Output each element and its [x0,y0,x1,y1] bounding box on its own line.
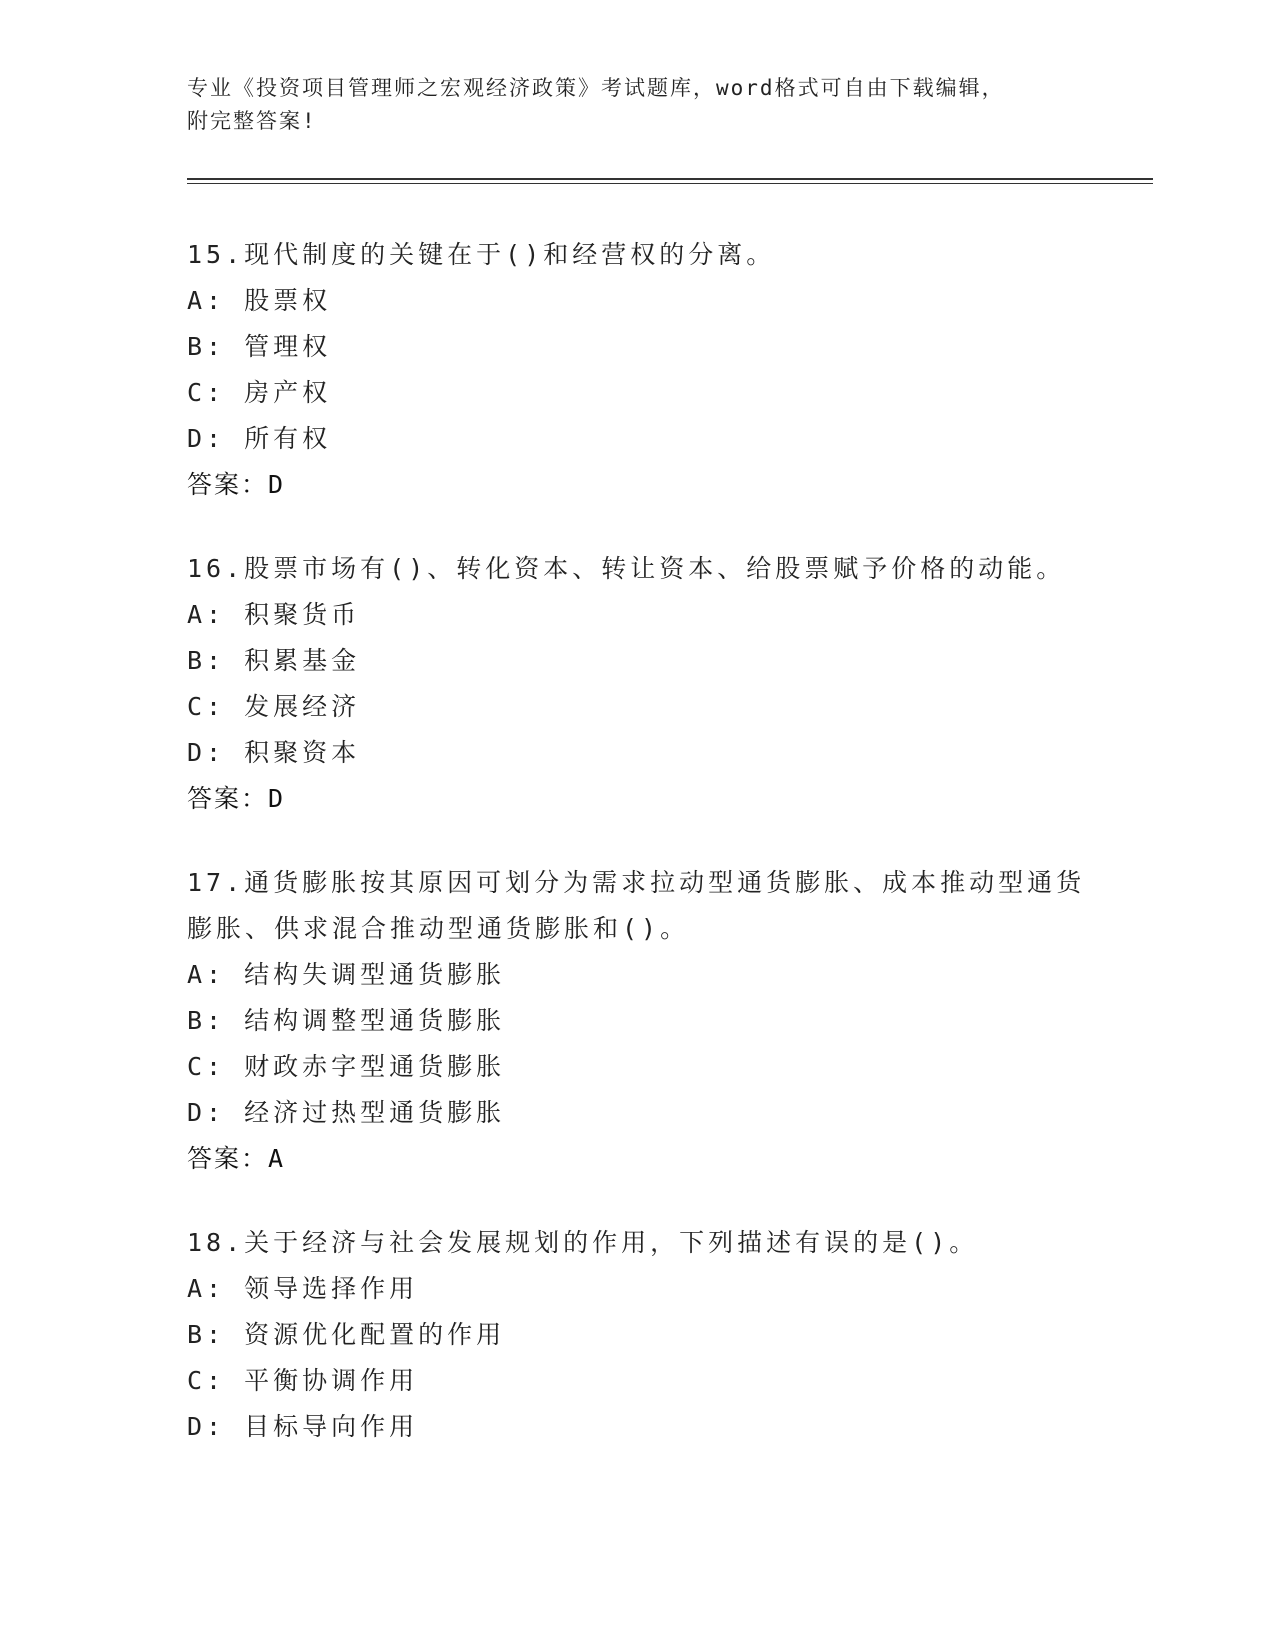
option-a: A: 结构失调型通货膨胀 [187,960,506,989]
option-b: B: 管理权 [187,332,332,361]
question-stem: 16.股票市场有()、转化资本、转让资本、给股票赋予价格的动能。 [187,554,1066,583]
option-c: C: 平衡协调作用 [187,1366,419,1395]
header-line-2: 附完整答案! [187,109,317,133]
header-divider [187,178,1153,184]
option-c: C: 发展经济 [187,692,361,721]
option-c: C: 财政赤字型通货膨胀 [187,1052,506,1081]
answer-line: 答案：D [187,470,286,499]
answer-line: 答案：D [187,784,286,813]
option-d: D: 积聚资本 [187,738,361,767]
question-17 [187,860,1107,1182]
option-a: A: 股票权 [187,286,332,315]
header-line-1: 专业《投资项目管理师之宏观经济政策》考试题库，word格式可自由下载编辑， [187,76,1005,100]
option-b: B: 结构调整型通货膨胀 [187,1006,506,1035]
option-a: A: 积聚货币 [187,600,361,629]
option-b: B: 资源优化配置的作用 [187,1320,506,1349]
question-15 [187,232,1107,508]
option-b: B: 积累基金 [187,646,361,675]
document-header [187,72,1087,138]
question-16 [187,546,1107,822]
option-a: A: 领导选择作用 [187,1274,419,1303]
question-18 [187,1220,1107,1450]
answer-line: 答案：A [187,1144,286,1173]
option-c: C: 房产权 [187,378,332,407]
question-stem: 15.现代制度的关键在于()和经营权的分离。 [187,240,776,269]
option-d: D: 经济过热型通货膨胀 [187,1098,506,1127]
option-d: D: 所有权 [187,424,332,453]
question-stem: 17.通货膨胀按其原因可划分为需求拉动型通货膨胀、成本推动型通货膨胀、供求混合推动型通货膨胀和()。 [187,868,1086,943]
option-d: D: 目标导向作用 [187,1412,419,1441]
question-stem: 18.关于经济与社会发展规划的作用，下列描述有误的是()。 [187,1228,979,1257]
question-list [187,232,1107,1488]
